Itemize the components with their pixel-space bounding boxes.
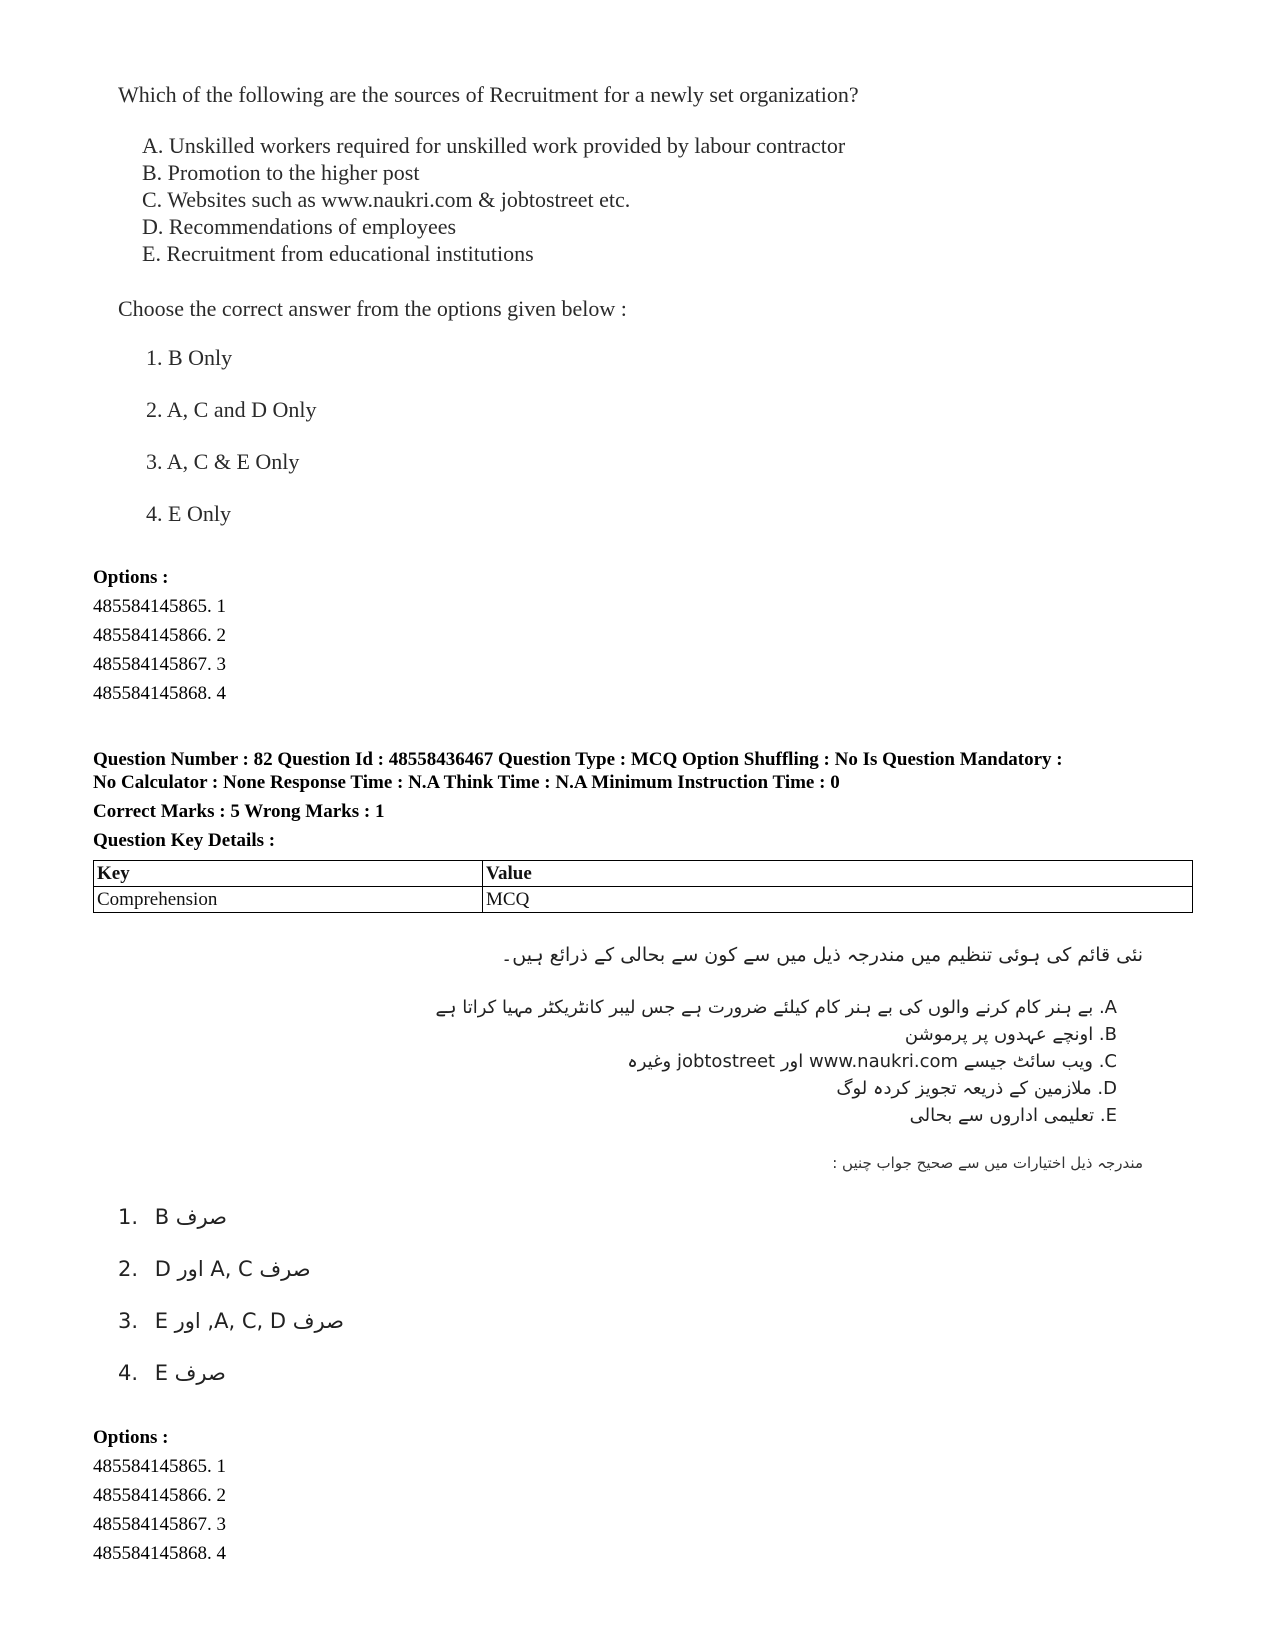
table-row xyxy=(94,887,1193,913)
question-key-details-title: Question Key Details : xyxy=(93,830,276,851)
choice-text: صرف A, C, D, اور E xyxy=(154,1309,344,1333)
choice-number: 2. xyxy=(118,1257,139,1281)
choice-number: 4. xyxy=(118,1361,139,1385)
option-id-2-top: 485584145866. 2 xyxy=(93,625,226,646)
option-id-4-bottom: 485584145868. 4 xyxy=(93,1543,226,1564)
table-header-value: Value xyxy=(483,861,1193,887)
option-id-1-top: 485584145865. 1 xyxy=(93,596,226,617)
statement-list-english xyxy=(142,132,845,267)
choice-number: 3. xyxy=(118,1309,139,1333)
choice-1-english: 1. B Only xyxy=(146,345,233,370)
choice-text: صرف A, C اور D xyxy=(154,1257,311,1281)
choice-4-english: 4. E Only xyxy=(146,501,231,526)
question-key-table xyxy=(93,860,1193,913)
option-id-2-bottom: 485584145866. 2 xyxy=(93,1485,226,1506)
question-stem-english: Which of the following are the sources of Recruitment for a newly set organization? xyxy=(118,82,859,107)
choice-1-urdu xyxy=(118,1205,227,1229)
choice-3-urdu xyxy=(118,1309,344,1333)
statement-list-urdu xyxy=(317,994,1117,1129)
option-id-3-top: 485584145867. 3 xyxy=(93,654,226,675)
choice-text: صرف B xyxy=(154,1205,227,1229)
statement-e: E. Recruitment from educational institutions xyxy=(142,241,534,266)
choice-2-urdu xyxy=(118,1257,311,1281)
question-meta-line-2: No Calculator : None Response Time : N.A Think Time : N.A Minimum Instruction Time : 0 xyxy=(93,772,840,793)
statement-c-urdu: C. ویب سائٹ جیسے www.naukri.com اور jobtostreet وغیرہ xyxy=(627,1051,1117,1072)
option-id-3-bottom: 485584145867. 3 xyxy=(93,1514,226,1535)
choice-3-english: 3. A, C & E Only xyxy=(146,449,300,474)
choice-text: صرف E xyxy=(154,1361,226,1385)
options-title-top: Options : xyxy=(93,567,169,588)
question-meta-line-1: Question Number : 82 Question Id : 48558436467 Question Type : MCQ Option Shuffling : No Is Question Mandatory : xyxy=(93,749,1063,770)
option-id-4-top: 485584145868. 4 xyxy=(93,683,226,704)
table-header-row xyxy=(94,861,1193,887)
table-header-key: Key xyxy=(94,861,483,887)
statement-a: A. Unskilled workers required for unskilled work provided by labour contractor xyxy=(142,133,846,158)
statement-b: B. Promotion to the higher post xyxy=(142,160,420,185)
option-id-1-bottom: 485584145865. 1 xyxy=(93,1456,226,1477)
statement-b-urdu: B. اونچے عہدوں پر پرموشن xyxy=(904,1024,1117,1045)
question-marks: Correct Marks : 5 Wrong Marks : 1 xyxy=(93,801,385,822)
statement-e-urdu: E. تعلیمی اداروں سے بحالی xyxy=(909,1105,1117,1126)
choice-2-english: 2. A, C and D Only xyxy=(146,397,317,422)
options-title-bottom: Options : xyxy=(93,1427,169,1448)
choose-prompt-english: Choose the correct answer from the options given below : xyxy=(118,296,627,321)
statement-d-urdu: D. ملازمین کے ذریعہ تجویز کردہ لوگ xyxy=(836,1078,1117,1099)
statement-a-urdu: A. بے ہنر کام کرنے والوں کی بے ہنر کام کیلئے ضرورت ہے جس لیبر کانٹریکٹر مہیا کراتا ہے xyxy=(435,997,1117,1018)
table-cell-key: Comprehension xyxy=(94,887,483,913)
statement-d: D. Recommendations of employees xyxy=(142,214,457,239)
choice-number: 1. xyxy=(118,1205,139,1229)
question-stem-urdu: نئی قائم کی ہوئی تنظیم میں مندرجہ ذیل میں سے کون سے بحالی کے ذرائع ہیں۔ xyxy=(501,944,1143,966)
choose-prompt-urdu: مندرجہ ذیل اختیارات میں سے صحیح جواب چنیں : xyxy=(832,1154,1143,1172)
choice-4-urdu xyxy=(118,1361,226,1385)
table-cell-value: MCQ xyxy=(483,887,1193,913)
statement-c: C. Websites such as www.naukri.com & jobtostreet etc. xyxy=(142,187,631,212)
